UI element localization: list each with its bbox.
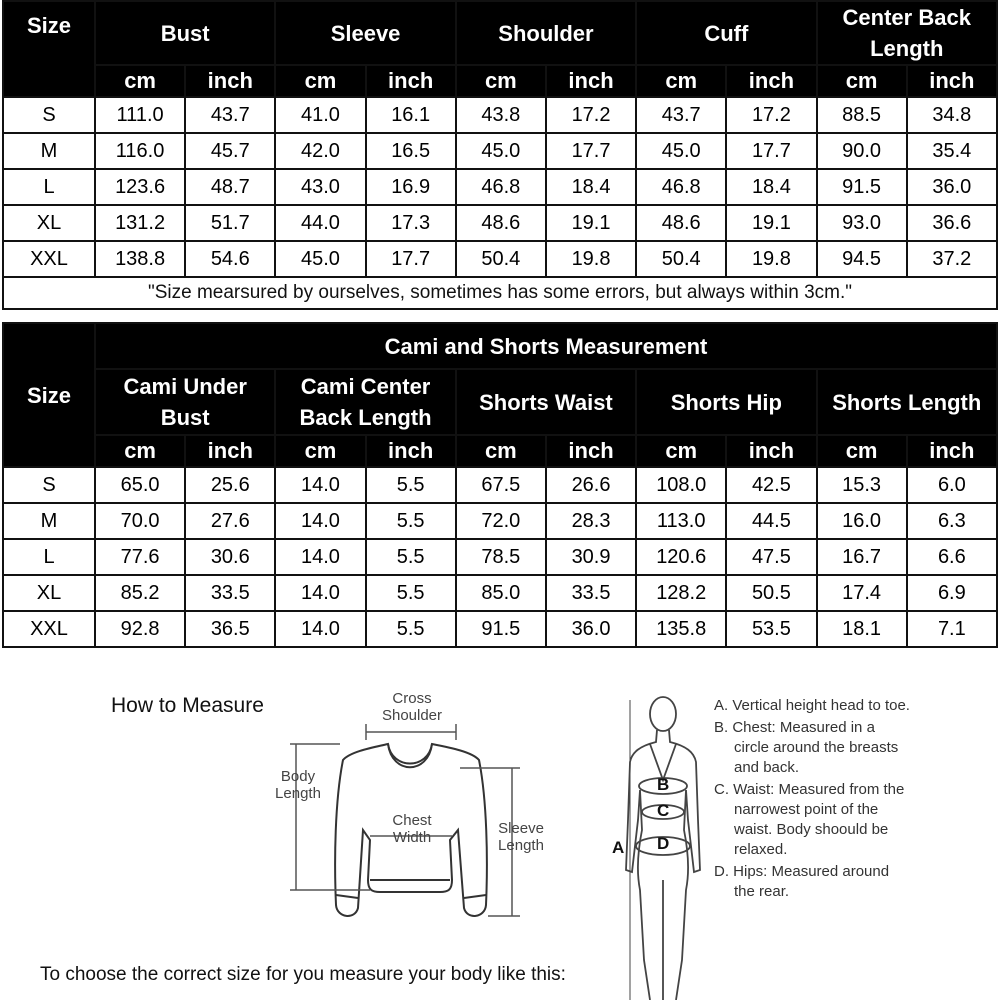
- note-row: [3, 277, 997, 309]
- table-cell: 14.0: [275, 467, 365, 503]
- figure-letter-d: D: [657, 834, 670, 853]
- size-column-header: Size: [3, 1, 95, 97]
- table-cell: 92.8: [95, 611, 185, 647]
- table-cell: 17.7: [546, 133, 636, 169]
- unit-row: [3, 65, 997, 97]
- table-cell: 42.0: [275, 133, 365, 169]
- table-cell: 6.3: [907, 503, 997, 539]
- table-cell: 5.5: [366, 611, 456, 647]
- table-cell: 116.0: [95, 133, 185, 169]
- size-cell: M: [3, 133, 95, 169]
- table-cell: 33.5: [185, 575, 275, 611]
- table-cell: 16.7: [817, 539, 907, 575]
- sleeve-length-label: Sleeve Length: [498, 820, 544, 854]
- unit-inch-header: inch: [726, 65, 816, 97]
- unit-inch-header: inch: [907, 65, 997, 97]
- table-cell: 18.4: [546, 169, 636, 205]
- table-row: [3, 169, 997, 205]
- table-cell: 18.1: [817, 611, 907, 647]
- table-cell: 30.9: [546, 539, 636, 575]
- how-to-measure-title: How to Measure: [111, 694, 264, 717]
- unit-inch-header: inch: [907, 435, 997, 467]
- legend-item: A. Vertical height head to toe.: [714, 697, 910, 714]
- table-cell: 30.6: [185, 539, 275, 575]
- chest-width-label: Chest Width: [392, 812, 432, 846]
- unit-inch-header: inch: [185, 65, 275, 97]
- column-header: Shorts Waist: [456, 369, 636, 435]
- unit-cm-header: cm: [456, 65, 546, 97]
- size-table-top: [2, 0, 998, 310]
- figure-letter-b: B: [657, 775, 670, 794]
- size-cell: S: [3, 97, 95, 133]
- table-row: [3, 503, 997, 539]
- table-cell: 17.2: [546, 97, 636, 133]
- size-cell: M: [3, 503, 95, 539]
- size-cell: XXL: [3, 241, 95, 277]
- table-cell: 5.5: [366, 575, 456, 611]
- table-cell: 91.5: [817, 169, 907, 205]
- unit-inch-header: inch: [185, 435, 275, 467]
- table-cell: 28.3: [546, 503, 636, 539]
- table-cell: 85.0: [456, 575, 546, 611]
- table-cell: 14.0: [275, 575, 365, 611]
- table-cell: 18.4: [726, 169, 816, 205]
- unit-inch-header: inch: [366, 435, 456, 467]
- unit-cm-header: cm: [456, 435, 546, 467]
- table-row: [3, 467, 997, 503]
- column-header: Center Back Length: [817, 1, 998, 65]
- table-cell: 45.0: [275, 241, 365, 277]
- table-cell: 17.3: [366, 205, 456, 241]
- table-row: [3, 611, 997, 647]
- table-cell: 91.5: [456, 611, 546, 647]
- table-row: [3, 575, 997, 611]
- column-header: Shoulder: [456, 1, 636, 65]
- size-cell: L: [3, 539, 95, 575]
- measurement-legend: [714, 696, 914, 904]
- table-cell: 44.5: [726, 503, 816, 539]
- table-cell: 17.7: [366, 241, 456, 277]
- size-cell: S: [3, 467, 95, 503]
- table-cell: 43.0: [275, 169, 365, 205]
- table-cell: 36.5: [185, 611, 275, 647]
- table-cell: 5.5: [366, 539, 456, 575]
- table-cell: 5.5: [366, 467, 456, 503]
- unit-cm-header: cm: [817, 435, 907, 467]
- unit-cm-header: cm: [817, 65, 907, 97]
- table-cell: 51.7: [185, 205, 275, 241]
- table-cell: 131.2: [95, 205, 185, 241]
- table-cell: 50.5: [726, 575, 816, 611]
- table-cell: 50.4: [456, 241, 546, 277]
- table-cell: 93.0: [817, 205, 907, 241]
- legend-item: B. Chest: Measured in a circle around the breasts and back.: [714, 719, 899, 776]
- table-cell: 37.2: [907, 241, 997, 277]
- table-cell: 90.0: [817, 133, 907, 169]
- table-cell: 45.0: [636, 133, 726, 169]
- table-cell: 36.0: [907, 169, 997, 205]
- size-column-header: Size: [3, 323, 95, 467]
- column-header: Cami Center Back Length: [275, 369, 455, 435]
- measurement-note: "Size mearsured by ourselves, sometimes has some errors, but always within 3cm.": [3, 277, 997, 309]
- table-cell: 19.1: [546, 205, 636, 241]
- table-cell: 36.6: [907, 205, 997, 241]
- figure-letter-a: A: [612, 838, 625, 857]
- table-cell: 48.6: [456, 205, 546, 241]
- table-cell: 35.4: [907, 133, 997, 169]
- table-cell: 85.2: [95, 575, 185, 611]
- unit-cm-header: cm: [636, 65, 726, 97]
- table-cell: 108.0: [636, 467, 726, 503]
- table-cell: 43.8: [456, 97, 546, 133]
- table-cell: 44.0: [275, 205, 365, 241]
- table-cell: 16.0: [817, 503, 907, 539]
- table-cell: 128.2: [636, 575, 726, 611]
- table-cell: 19.1: [726, 205, 816, 241]
- table-cell: 16.1: [366, 97, 456, 133]
- column-header: Shorts Length: [817, 369, 998, 435]
- column-header: Sleeve: [275, 1, 455, 65]
- legend-item: C. Waist: Measured from the narrowest point of the waist. Body shoould be relaxed.: [714, 781, 905, 858]
- table-cell: 88.5: [817, 97, 907, 133]
- column-header: Cuff: [636, 1, 816, 65]
- cross-shoulder-label: Cross Shoulder: [381, 690, 443, 724]
- size-cell: XXL: [3, 611, 95, 647]
- table-cell: 14.0: [275, 539, 365, 575]
- table-cell: 78.5: [456, 539, 546, 575]
- unit-inch-header: inch: [546, 65, 636, 97]
- unit-row: [3, 435, 997, 467]
- table-cell: 138.8: [95, 241, 185, 277]
- column-header: Shorts Hip: [636, 369, 816, 435]
- table-cell: 7.1: [907, 611, 997, 647]
- table-cell: 41.0: [275, 97, 365, 133]
- table-cell: 45.7: [185, 133, 275, 169]
- table-cell: 50.4: [636, 241, 726, 277]
- size-cell: XL: [3, 205, 95, 241]
- body-length-label: Body Length: [275, 768, 321, 802]
- table-cell: 17.7: [726, 133, 816, 169]
- unit-cm-header: cm: [95, 65, 185, 97]
- table-cell: 135.8: [636, 611, 726, 647]
- table-cell: 5.5: [366, 503, 456, 539]
- table-row: [3, 205, 997, 241]
- table-cell: 34.8: [907, 97, 997, 133]
- table-cell: 43.7: [636, 97, 726, 133]
- legend-item: D. Hips: Measured around the rear.: [714, 863, 890, 900]
- table-cell: 47.5: [726, 539, 816, 575]
- table-cell: 14.0: [275, 611, 365, 647]
- table-cell: 6.9: [907, 575, 997, 611]
- table-cell: 46.8: [456, 169, 546, 205]
- unit-inch-header: inch: [726, 435, 816, 467]
- table-cell: 25.6: [185, 467, 275, 503]
- table-row: [3, 539, 997, 575]
- table-title-row: [3, 323, 997, 369]
- table-cell: 94.5: [817, 241, 907, 277]
- table-cell: 77.6: [95, 539, 185, 575]
- table-cell: 53.5: [726, 611, 816, 647]
- table-cell: 36.0: [546, 611, 636, 647]
- table-cell: 33.5: [546, 575, 636, 611]
- unit-cm-header: cm: [275, 435, 365, 467]
- table-cell: 123.6: [95, 169, 185, 205]
- table-cell: 16.9: [366, 169, 456, 205]
- figure-letter-c: C: [657, 801, 670, 820]
- table-cell: 45.0: [456, 133, 546, 169]
- table-row: [3, 241, 997, 277]
- size-table-bottom: [2, 322, 998, 648]
- table-cell: 120.6: [636, 539, 726, 575]
- table-cell: 46.8: [636, 169, 726, 205]
- table-cell: 48.7: [185, 169, 275, 205]
- table-cell: 67.5: [456, 467, 546, 503]
- table-cell: 65.0: [95, 467, 185, 503]
- table-cell: 17.4: [817, 575, 907, 611]
- unit-cm-header: cm: [636, 435, 726, 467]
- table-cell: 70.0: [95, 503, 185, 539]
- table-cell: 6.0: [907, 467, 997, 503]
- table-row: [3, 133, 997, 169]
- table-cell: 42.5: [726, 467, 816, 503]
- table-cell: 6.6: [907, 539, 997, 575]
- table-cell: 111.0: [95, 97, 185, 133]
- size-cell: XL: [3, 575, 95, 611]
- unit-cm-header: cm: [95, 435, 185, 467]
- table-header-row: [3, 369, 997, 435]
- column-header: Bust: [95, 1, 275, 65]
- size-cell: L: [3, 169, 95, 205]
- table-cell: 14.0: [275, 503, 365, 539]
- table-cell: 27.6: [185, 503, 275, 539]
- table-cell: 16.5: [366, 133, 456, 169]
- unit-inch-header: inch: [366, 65, 456, 97]
- table-cell: 26.6: [546, 467, 636, 503]
- table-cell: 72.0: [456, 503, 546, 539]
- table-cell: 19.8: [546, 241, 636, 277]
- unit-cm-header: cm: [275, 65, 365, 97]
- table-cell: 48.6: [636, 205, 726, 241]
- table-row: [3, 97, 997, 133]
- table-cell: 43.7: [185, 97, 275, 133]
- table-cell: 54.6: [185, 241, 275, 277]
- table-cell: 17.2: [726, 97, 816, 133]
- table-cell: 19.8: [726, 241, 816, 277]
- table-title: Cami and Shorts Measurement: [95, 323, 997, 369]
- unit-inch-header: inch: [546, 435, 636, 467]
- choose-size-instruction: To choose the correct size for you measure your body like this:: [40, 964, 566, 985]
- table-header-row: [3, 1, 997, 65]
- table-cell: 113.0: [636, 503, 726, 539]
- table-cell: 15.3: [817, 467, 907, 503]
- column-header: Cami Under Bust: [95, 369, 275, 435]
